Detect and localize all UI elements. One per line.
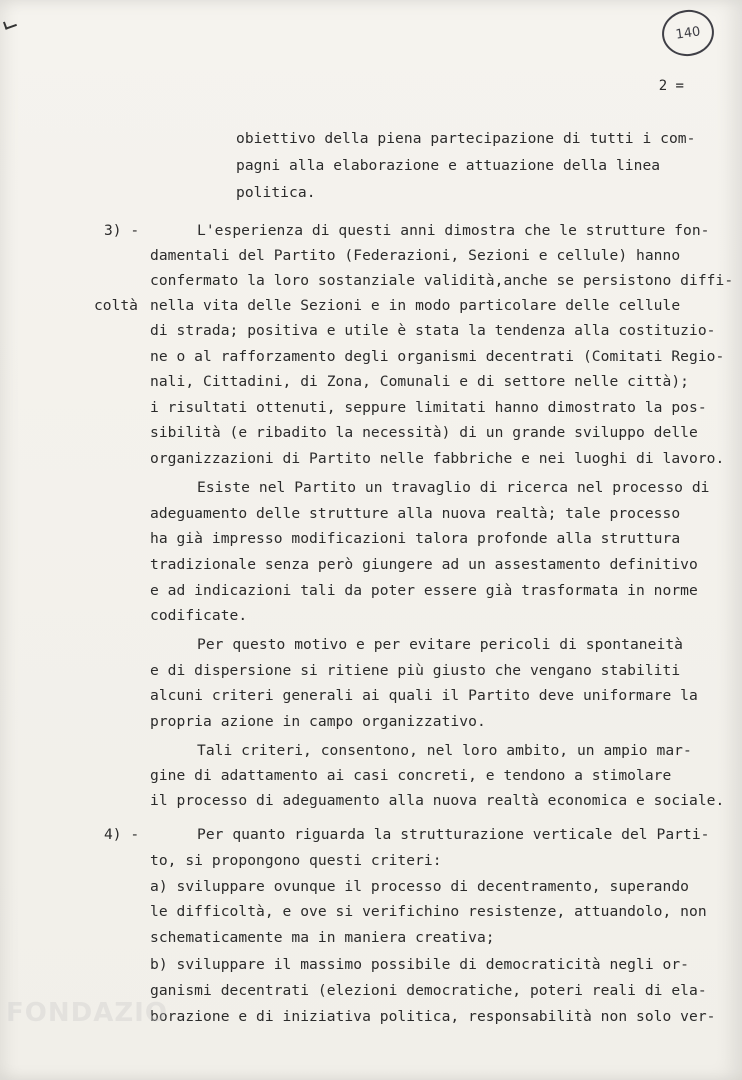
item-marker-3: 3) - [104, 222, 140, 239]
text-line: a) sviluppare ovunque il processo di decentramento, superando [150, 878, 690, 895]
text-line: e di dispersione si ritiene più giusto che vengano stabiliti [150, 662, 681, 679]
text-line: alcuni criteri generali ai quali il Partito deve uniformare la [150, 687, 698, 704]
text-line: di strada; positiva e utile è stata la tendenza alla costituzio- [150, 322, 716, 339]
text-line: schematicamente ma in maniera creativa; [150, 929, 495, 946]
text-line: damentali del Partito (Federazioni, Sezioni e cellule) hanno [150, 247, 681, 264]
text-line: sibilità (e ribadito la necessità) di un grande sviluppo delle [150, 424, 698, 441]
archive-number: 140 [674, 23, 702, 43]
text-line: confermato la loro sostanziale validità,anche se persistono diffi- [150, 272, 734, 289]
archive-watermark: FONDAZIO [6, 998, 168, 1028]
text-line: Esiste nel Partito un travaglio di ricerca nel processo di [197, 479, 710, 496]
corner-mark [3, 18, 17, 30]
text-line: le difficoltà, e ove si verifichino resistenze, attuandolo, non [150, 903, 707, 920]
text-line: Tali criteri, consentono, nel loro ambito, un ampio mar- [197, 742, 692, 759]
item-marker-4: 4) - [104, 826, 140, 843]
text-line: adeguamento delle strutture alla nuova realtà; tale processo [150, 505, 681, 522]
text-line: codificate. [150, 607, 248, 624]
text-line: ha già impresso modificazioni talora profonde alla struttura [150, 530, 681, 547]
margin-word: coltà [94, 297, 138, 314]
text-line: pagni alla elaborazione e attuazione della linea [236, 157, 661, 174]
text-line: obiettivo della piena partecipazione di tutti i com- [236, 130, 696, 147]
text-line: ganismi decentrati (elezioni democratiche, poteri reali di ela- [150, 982, 707, 999]
text-line: gine di adattamento ai casi concreti, e tendono a stimolare [150, 767, 672, 784]
text-line: nella vita delle Sezioni e in modo particolare delle cellule [150, 297, 681, 314]
text-line: tradizionale senza però giungere ad un assestamento definitivo [150, 556, 698, 573]
text-line: propria azione in campo organizzativo. [150, 713, 486, 730]
page-number: 2 = [658, 78, 684, 94]
text-line: politica. [236, 184, 316, 201]
text-line: i risultati ottenuti, seppure limitati hanno dimostrato la pos- [150, 399, 707, 416]
text-line: nali, Cittadini, di Zona, Comunali e di settore nelle città); [150, 373, 690, 390]
text-line: e ad indicazioni tali da poter essere già trasformata in norme [150, 582, 698, 599]
text-line: Per questo motivo e per evitare pericoli di spontaneità [197, 636, 683, 653]
text-line: ne o al rafforzamento degli organismi decentrati (Comitati Regio- [150, 348, 725, 365]
text-line: il processo di adeguamento alla nuova realtà economica e sociale. [150, 792, 725, 809]
text-line: b) sviluppare il massimo possibile di democraticità negli or- [150, 956, 690, 973]
text-line: L'esperienza di questi anni dimostra che le strutture fon- [197, 222, 710, 239]
text-line: organizzazioni di Partito nelle fabbriche e nei luoghi di lavoro. [150, 450, 725, 467]
text-line: Per quanto riguarda la strutturazione verticale del Parti- [197, 826, 710, 843]
text-line: to, si propongono questi criteri: [150, 852, 442, 869]
text-line: borazione e di iniziativa politica, responsabilità non solo ver- [150, 1008, 716, 1025]
archive-number-stamp [659, 7, 717, 60]
